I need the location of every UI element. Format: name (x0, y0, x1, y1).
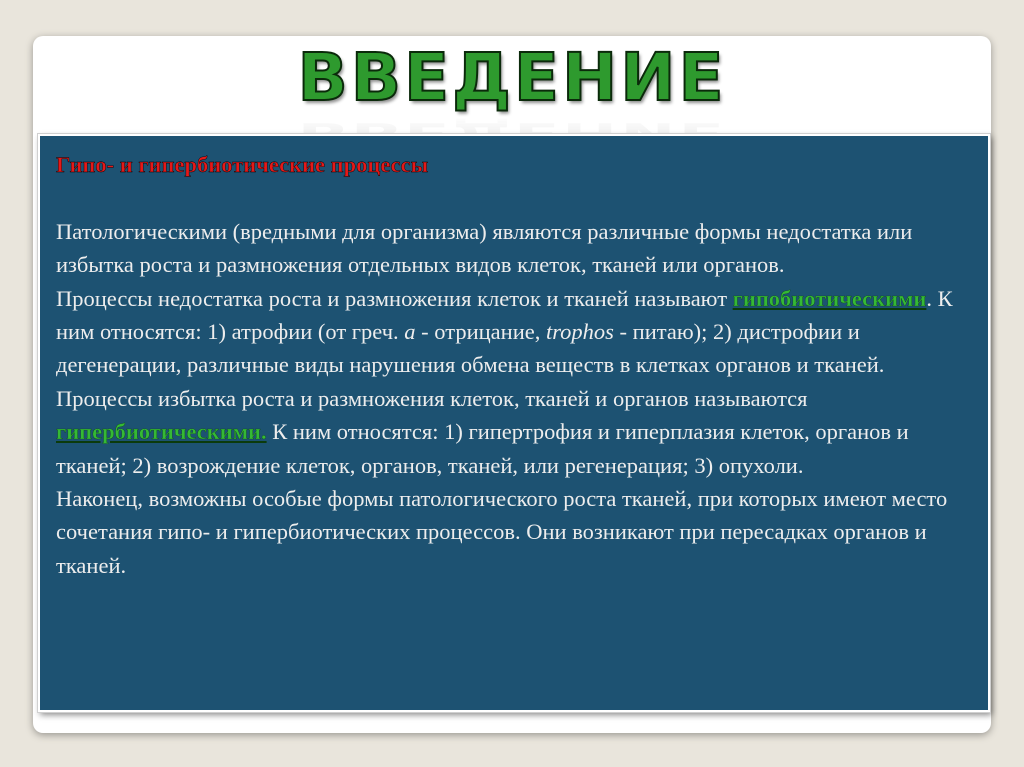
term-hypobiotic-link[interactable]: гипобиотическими (732, 285, 927, 311)
blank-line (56, 181, 972, 214)
paragraph-3-suffix: К ним относятся: 1) гипертрофия и гиперплазия клеток, органов и тканей; 2) возрождение клеток, органов, тканей, или регенерация; 3) опухоли. (56, 419, 909, 478)
paragraph-2-prefix: Процессы недостатка роста и размножения клеток и тканей называют (56, 285, 733, 311)
title-area (0, 40, 1024, 116)
paragraph-2-suffix: - питаю); 2) дистрофии и дегенерации, различные виды нарушения обмена веществ в клетках органов и тканей. (56, 319, 885, 378)
paragraph-4: Наконец, возможны особые формы патологического роста тканей, при которых имеют место сочетания гипо- и гипербиотических процессов. Они возникают при пересадках органов и тканей. (56, 486, 948, 578)
paragraph-1: Патологическими (вредными для организма) являются различные формы недостатка или избытка роста и размножения отдельных видов клеток, тканей или органов. (56, 218, 913, 278)
section-heading: Гипо- и гипербиотические процессы (56, 152, 429, 177)
paragraph-3-prefix: Процессы избытка роста и размножения клеток, тканей и органов называются (56, 385, 808, 411)
slide-title: ВВЕДЕНИЕ (297, 39, 727, 116)
content-text (56, 148, 972, 582)
greek-letter-a: а (404, 319, 416, 345)
greek-word-trophos: trophos (545, 319, 614, 345)
paragraph-2 (56, 282, 972, 382)
paragraph-2-after-term: . К ним относятся: 1) атрофии (от греч. (56, 285, 953, 345)
paragraph-3 (56, 382, 972, 482)
content-box (38, 134, 990, 712)
term-hyperbiotic-link[interactable]: гипербиотическими. (56, 419, 267, 445)
paragraph-2-dash: - отрицание, (415, 319, 546, 345)
